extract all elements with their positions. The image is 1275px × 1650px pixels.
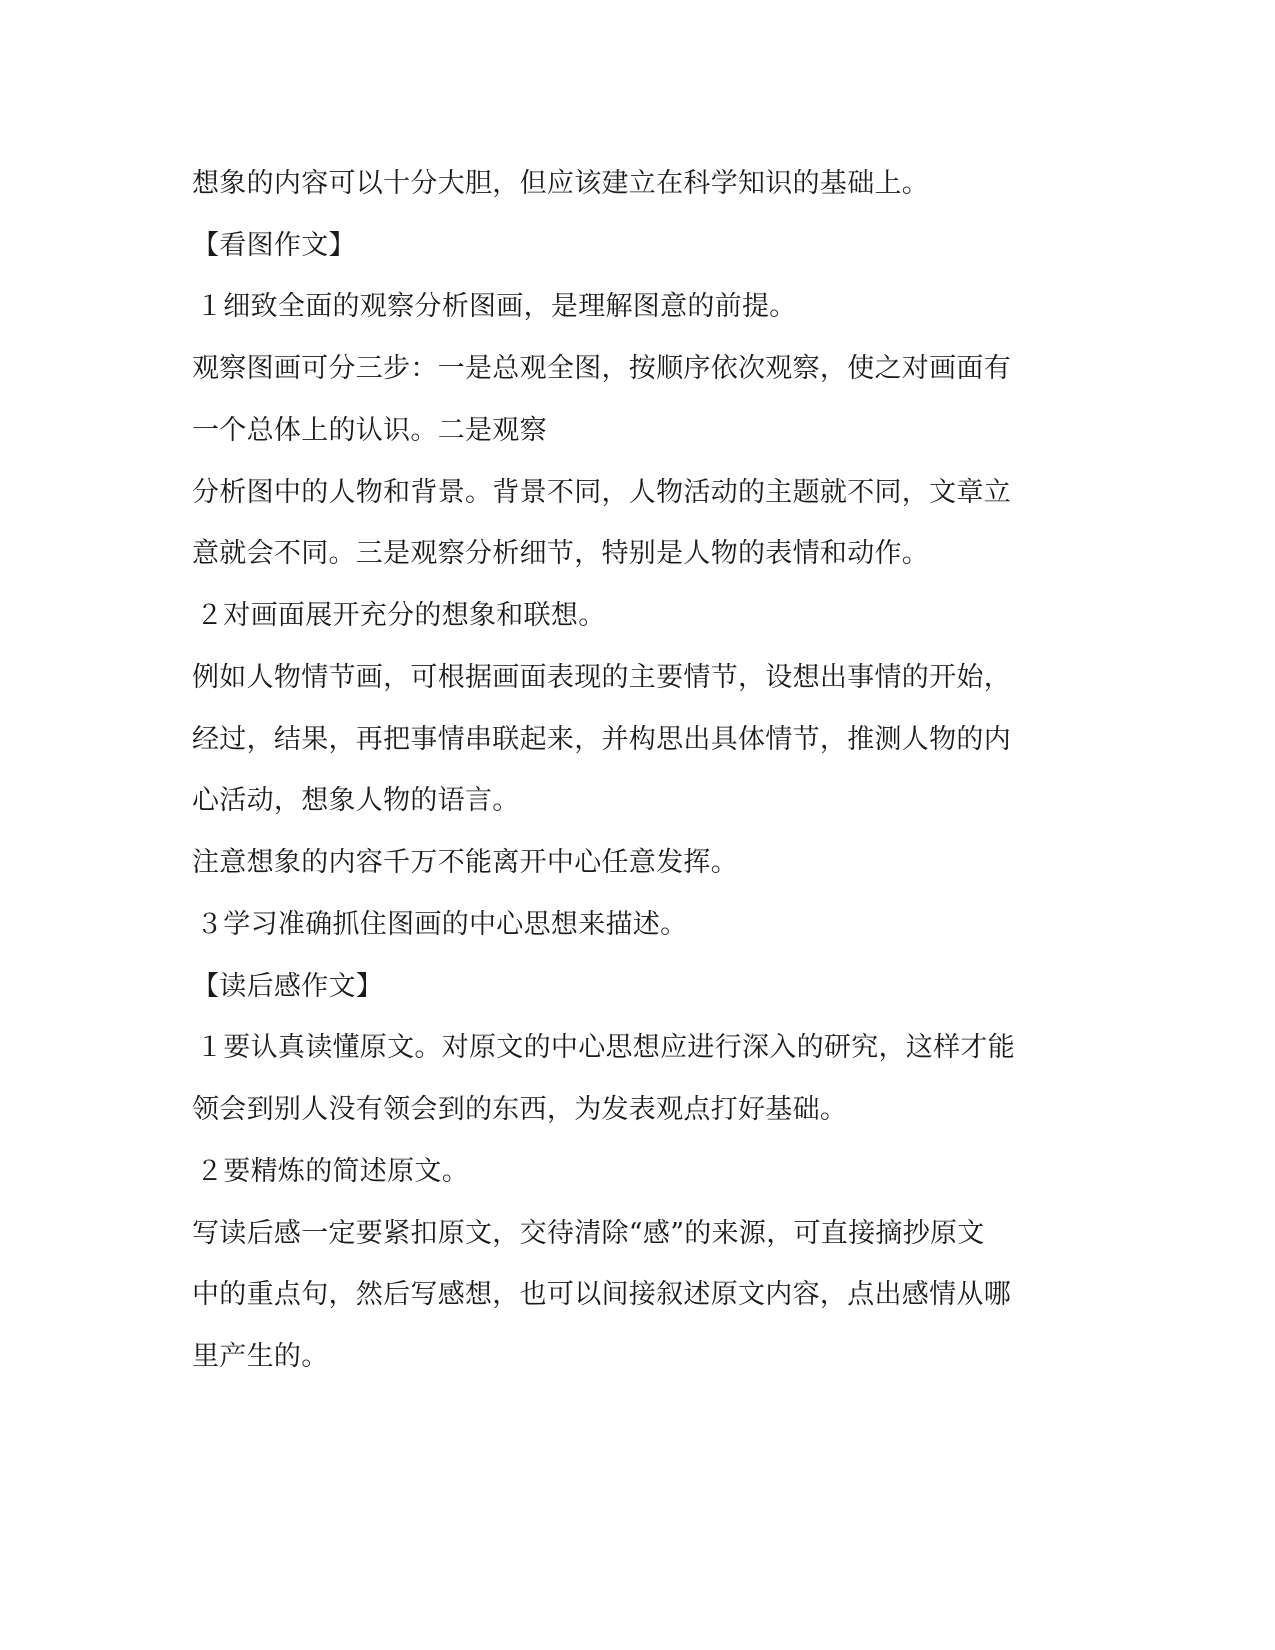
- text-line: ２要精炼的简述原文。: [196, 1156, 469, 1187]
- section-heading-reading-reflection: 【读后感作文】: [192, 971, 384, 1002]
- text-line: １要认真读懂原文。对原文的中心思想应进行深入的研究，这样才能: [196, 1032, 1015, 1063]
- text-line: 分析图中的人物和背景。背景不同，人物活动的主题就不同，文章立: [192, 477, 1011, 508]
- text-line: 一个总体上的认识。二是观察: [192, 415, 547, 446]
- text-line: 意就会不同。三是观察分析细节，特别是人物的表情和动作。: [192, 538, 930, 569]
- text-line: 经过，结果，再把事情串联起来，并构思出具体情节，推测人物的内: [192, 724, 1011, 755]
- text-line: ３学习准确抓住图画的中心思想来描述。: [196, 909, 688, 940]
- text-line: 中的重点句，然后写感想，也可以间接叙述原文内容，点出感情从哪: [192, 1279, 1011, 1310]
- text-line: １细致全面的观察分析图画，是理解图意的前提。: [196, 291, 797, 322]
- section-heading-picture-composition: 【看图作文】: [192, 230, 356, 261]
- text-line: 注意想象的内容千万不能离开中心任意发挥。: [192, 847, 738, 878]
- text-line: 例如人物情节画，可根据画面表现的主要情节，设想出事情的开始，: [192, 662, 1011, 693]
- text-line: 领会到别人没有领会到的东西，为发表观点打好基础。: [192, 1094, 848, 1125]
- text-line: 里产生的。: [192, 1341, 329, 1372]
- text-line: 心活动，想象人物的语言。: [192, 785, 520, 816]
- text-line: ２对画面展开充分的想象和联想。: [196, 600, 606, 631]
- text-line: 观察图画可分三步：一是总观全图，按顺序依次观察，使之对画面有: [192, 353, 1011, 384]
- text-line: 想象的内容可以十分大胆，但应该建立在科学知识的基础上。: [192, 168, 930, 199]
- text-line: 写读后感一定要紧扣原文，交待清除“感”的来源，可直接摘抄原文: [192, 1218, 985, 1249]
